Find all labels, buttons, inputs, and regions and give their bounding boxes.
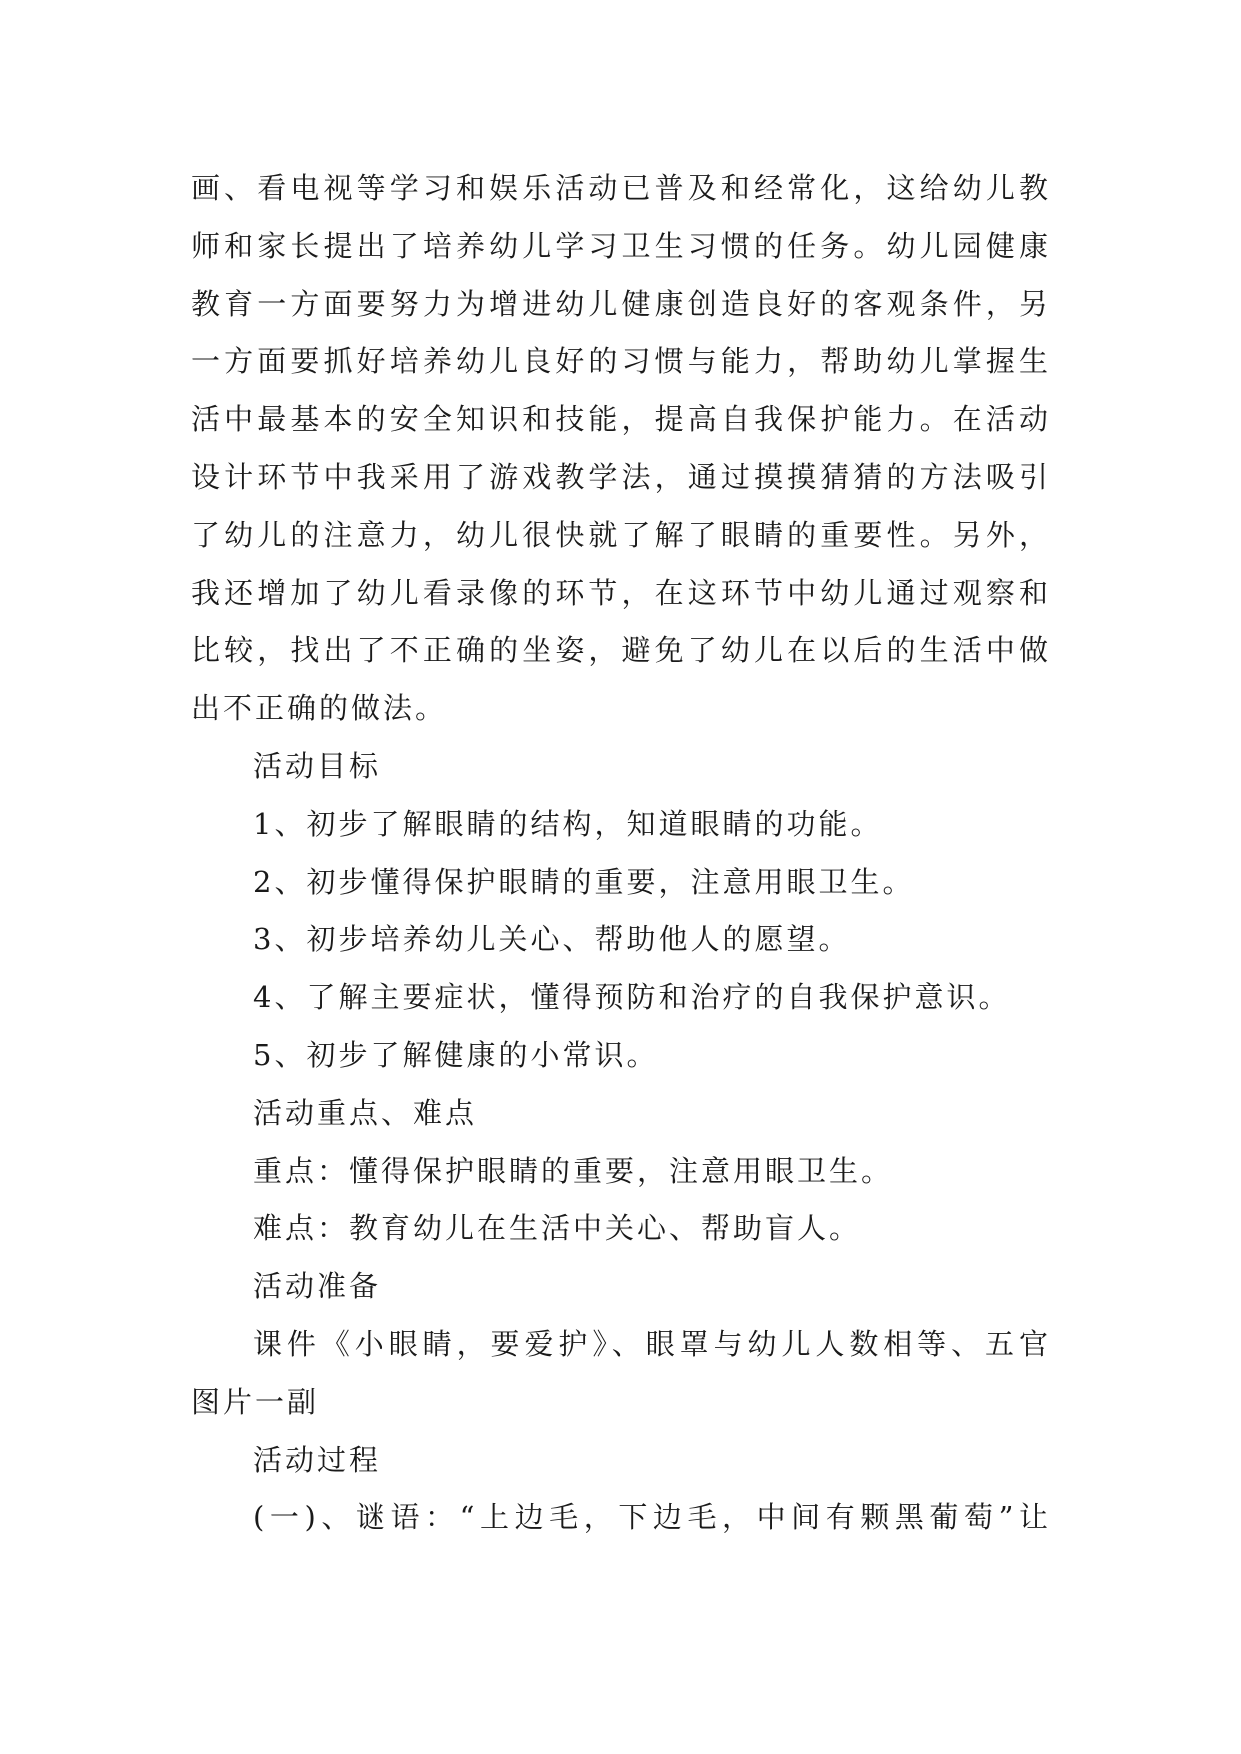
- paragraph-line: 一方面要抓好培养幼儿良好的习惯与能力，帮助幼儿掌握生: [191, 344, 1051, 379]
- section-heading-goals: 活动目标: [253, 748, 382, 783]
- section-heading-process: 活动过程: [253, 1442, 382, 1477]
- section-heading-preparation: 活动准备: [253, 1269, 382, 1304]
- paragraph-line: 比较，找出了不正确的坐姿，避免了幼儿在以后的生活中做: [191, 633, 1051, 668]
- paragraph-line: 师和家长提出了培养幼儿学习卫生习惯的任务。幼儿园健康: [191, 228, 1051, 263]
- preparation-line: 课件《小眼睛，要爱护》、眼罩与幼儿人数相等、五官: [253, 1326, 1051, 1361]
- goal-item: 3、初步培养幼儿关心、帮助他人的愿望。: [253, 922, 851, 957]
- paragraph-line: 设计环节中我采用了游戏教学法，通过摸摸猜猜的方法吸引: [191, 459, 1051, 494]
- paragraph-line: 出不正确的做法。: [191, 691, 448, 726]
- section-heading-focus: 活动重点、难点: [253, 1095, 478, 1130]
- goal-item: 2、初步懂得保护眼睛的重要，注意用眼卫生。: [253, 864, 915, 899]
- paragraph-line: 我还增加了幼儿看录像的环节，在这环节中幼儿通过观察和: [191, 575, 1051, 610]
- paragraph-line: 了幼儿的注意力，幼儿很快就了解了眼睛的重要性。另外，: [191, 517, 1051, 552]
- paragraph-line: 活中最基本的安全知识和技能，提高自我保护能力。在活动: [191, 402, 1051, 437]
- focus-item: 重点：懂得保护眼睛的重要，注意用眼卫生。: [253, 1153, 894, 1188]
- process-line: (一)、谜语：“上边毛，下边毛，中间有颗黑葡萄”让: [253, 1500, 1051, 1535]
- goal-item: 1、初步了解眼睛的结构，知道眼睛的功能。: [253, 806, 883, 841]
- paragraph-line: 画、看电视等学习和娱乐活动已普及和经常化，这给幼儿教: [191, 171, 1051, 205]
- goal-item: 5、初步了解健康的小常识。: [253, 1037, 659, 1072]
- paragraph-line: 教育一方面要努力为增进幼儿健康创造良好的客观条件，另: [191, 286, 1051, 321]
- preparation-line: 图片一副: [191, 1384, 320, 1419]
- goal-item: 4、了解主要症状，懂得预防和治疗的自我保护意识。: [253, 980, 1011, 1015]
- difficulty-item: 难点：教育幼儿在生活中关心、帮助盲人。: [253, 1211, 862, 1246]
- document-body: [191, 160, 1051, 1547]
